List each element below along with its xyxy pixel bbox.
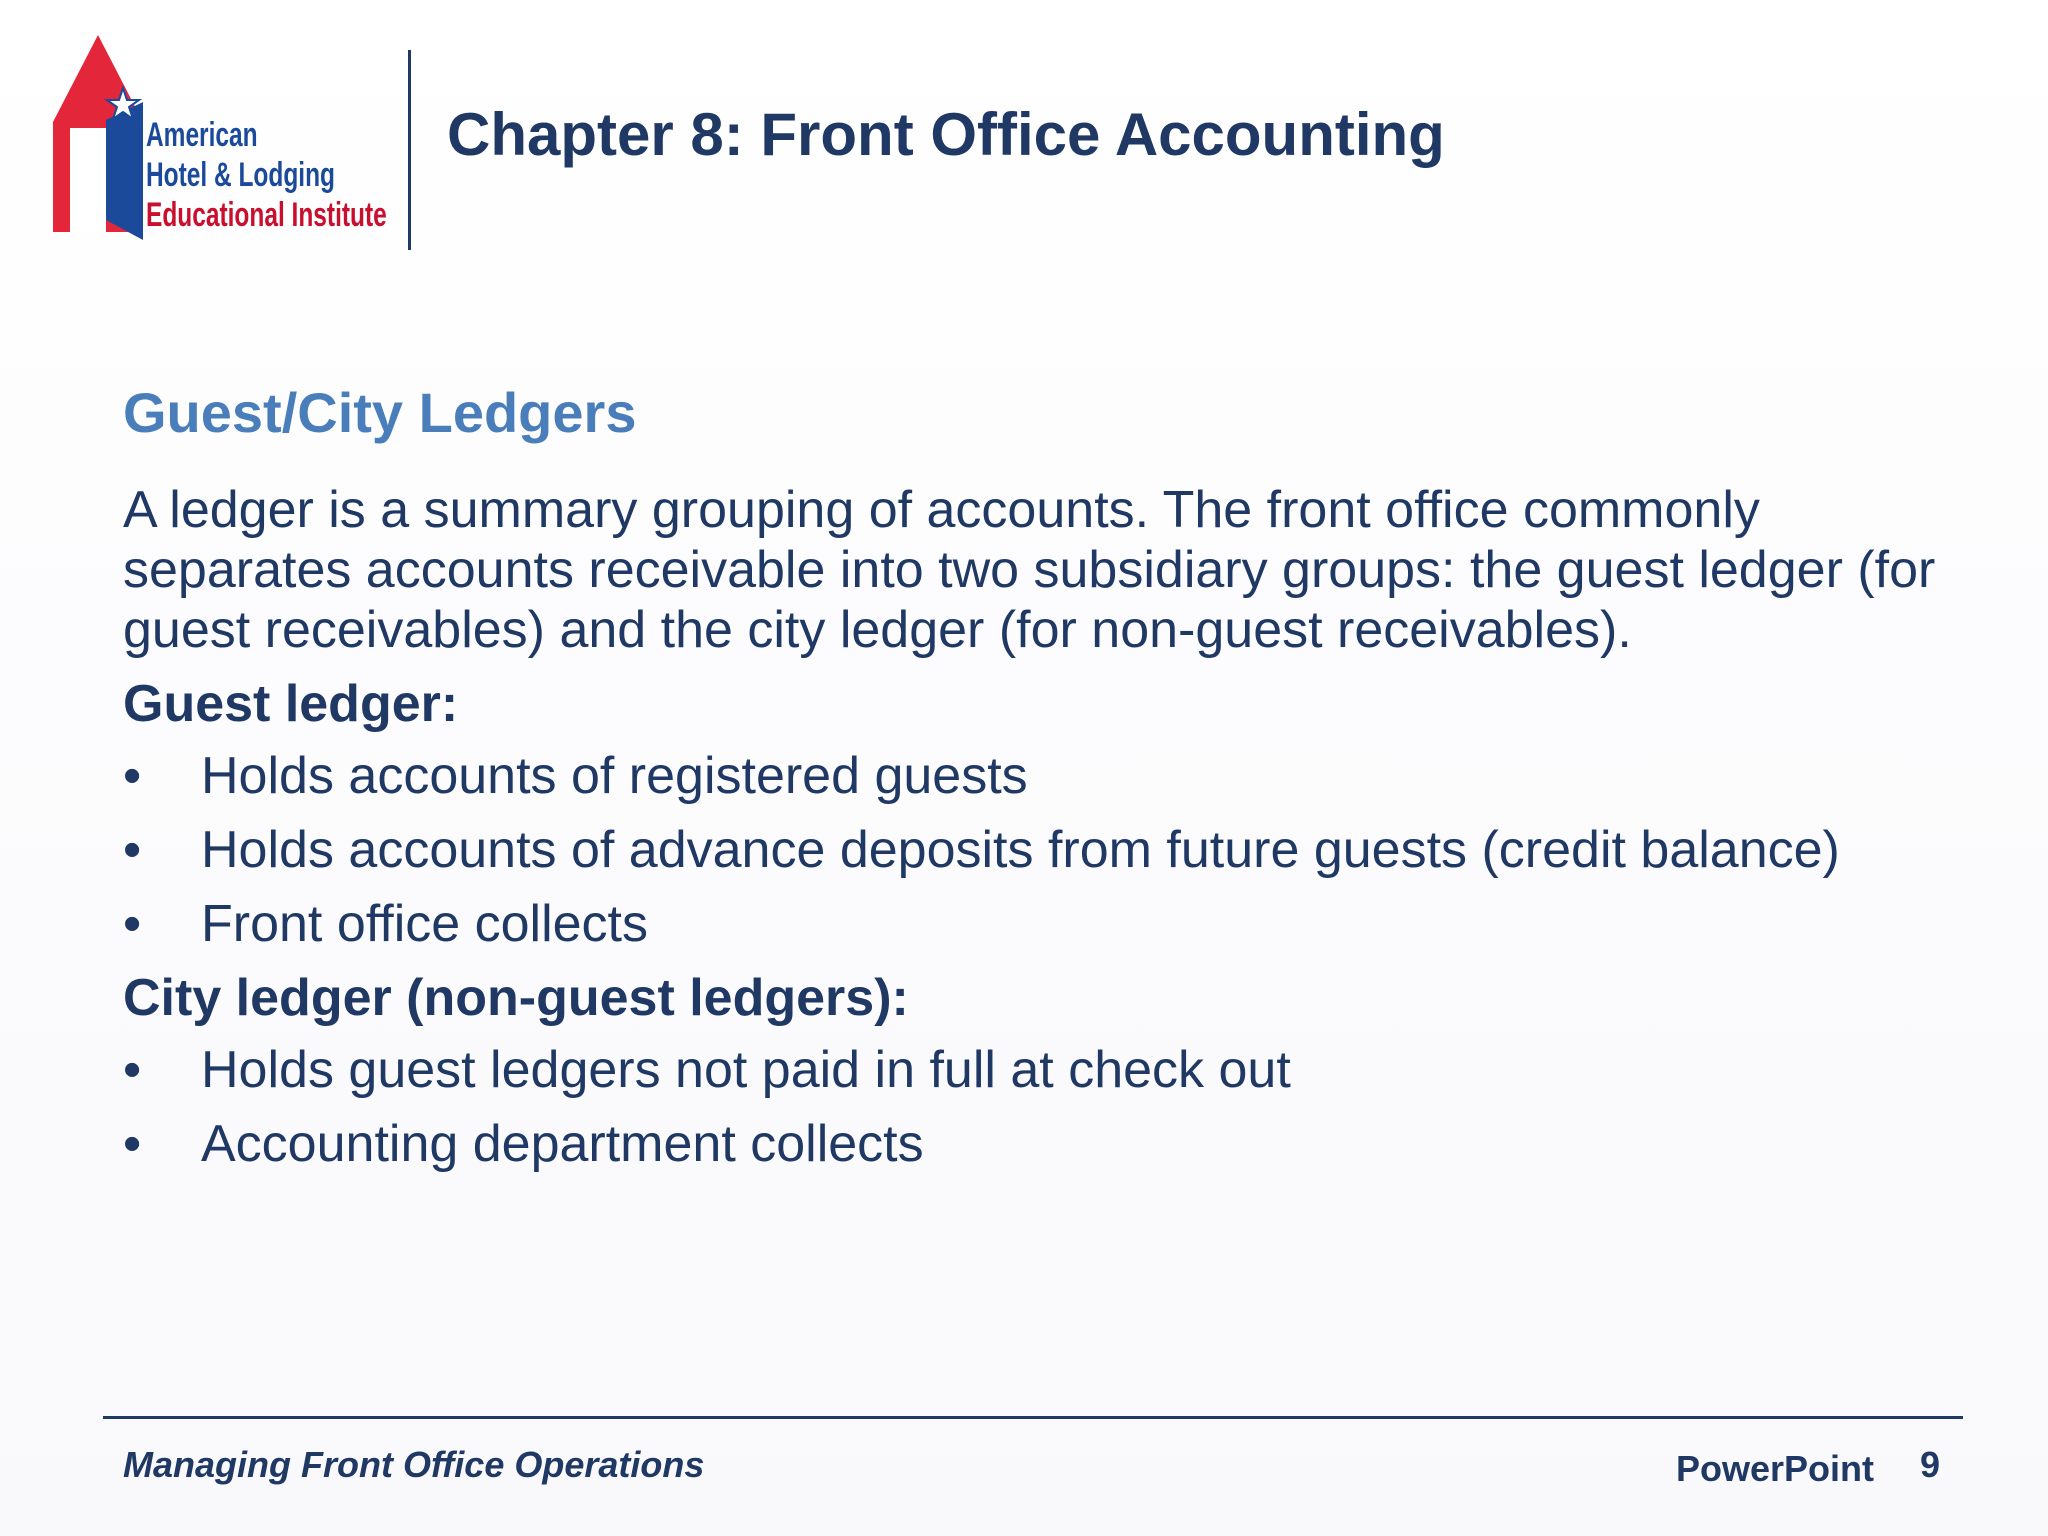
slide-body bbox=[123, 480, 1953, 1188]
intro-paragraph: A ledger is a summary grouping of accounts. The front office commonly separates accounts receivable into two subsidiary groups: the guest ledger (for guest receivables) and the city ledger (for non-guest receivables). bbox=[123, 481, 1936, 659]
list-item-text: Holds guest ledgers not paid in full at check out bbox=[201, 1041, 1291, 1099]
footer-app-label: PowerPoint bbox=[1676, 1448, 1875, 1489]
footer-divider bbox=[103, 1416, 1963, 1419]
list-item bbox=[123, 894, 1953, 954]
logo-line-2: Hotel & Lodging bbox=[146, 156, 336, 194]
logo-line-3: Educational Institute bbox=[146, 196, 387, 234]
city-ledger-list bbox=[123, 1040, 1953, 1174]
bullet-icon: • bbox=[123, 747, 142, 805]
footer-course-title: Managing Front Office Operations bbox=[123, 1444, 705, 1485]
city-ledger-heading: City ledger (non-guest ledgers): bbox=[123, 969, 909, 1027]
bullet-icon: • bbox=[123, 895, 142, 953]
list-item-text: Front office collects bbox=[201, 895, 649, 953]
bullet-icon: • bbox=[123, 1041, 142, 1099]
title-divider bbox=[408, 50, 411, 250]
guest-ledger-heading: Guest ledger: bbox=[123, 675, 459, 733]
list-item-text: Accounting department collects bbox=[201, 1115, 924, 1173]
list-item bbox=[123, 1114, 1953, 1174]
logo-line-1: American bbox=[146, 116, 258, 154]
page-number: 9 bbox=[1920, 1444, 1941, 1485]
list-item bbox=[123, 1040, 1953, 1100]
ahlei-logo bbox=[48, 30, 393, 240]
chapter-title: Chapter 8: Front Office Accounting bbox=[447, 101, 1445, 168]
list-item bbox=[123, 820, 1953, 880]
bullet-icon: • bbox=[123, 821, 142, 879]
logo-wordmark bbox=[146, 115, 387, 235]
list-item-text: Holds accounts of registered guests bbox=[201, 747, 1028, 805]
logo-flag-shape bbox=[106, 102, 143, 240]
section-heading: Guest/City Ledgers bbox=[123, 381, 637, 444]
list-item-text: Holds accounts of advance deposits from future guests (credit balance) bbox=[201, 821, 1840, 879]
list-item bbox=[123, 746, 1953, 806]
logo-door-shape bbox=[70, 128, 106, 232]
guest-ledger-list bbox=[123, 746, 1953, 954]
bullet-icon: • bbox=[123, 1115, 142, 1173]
